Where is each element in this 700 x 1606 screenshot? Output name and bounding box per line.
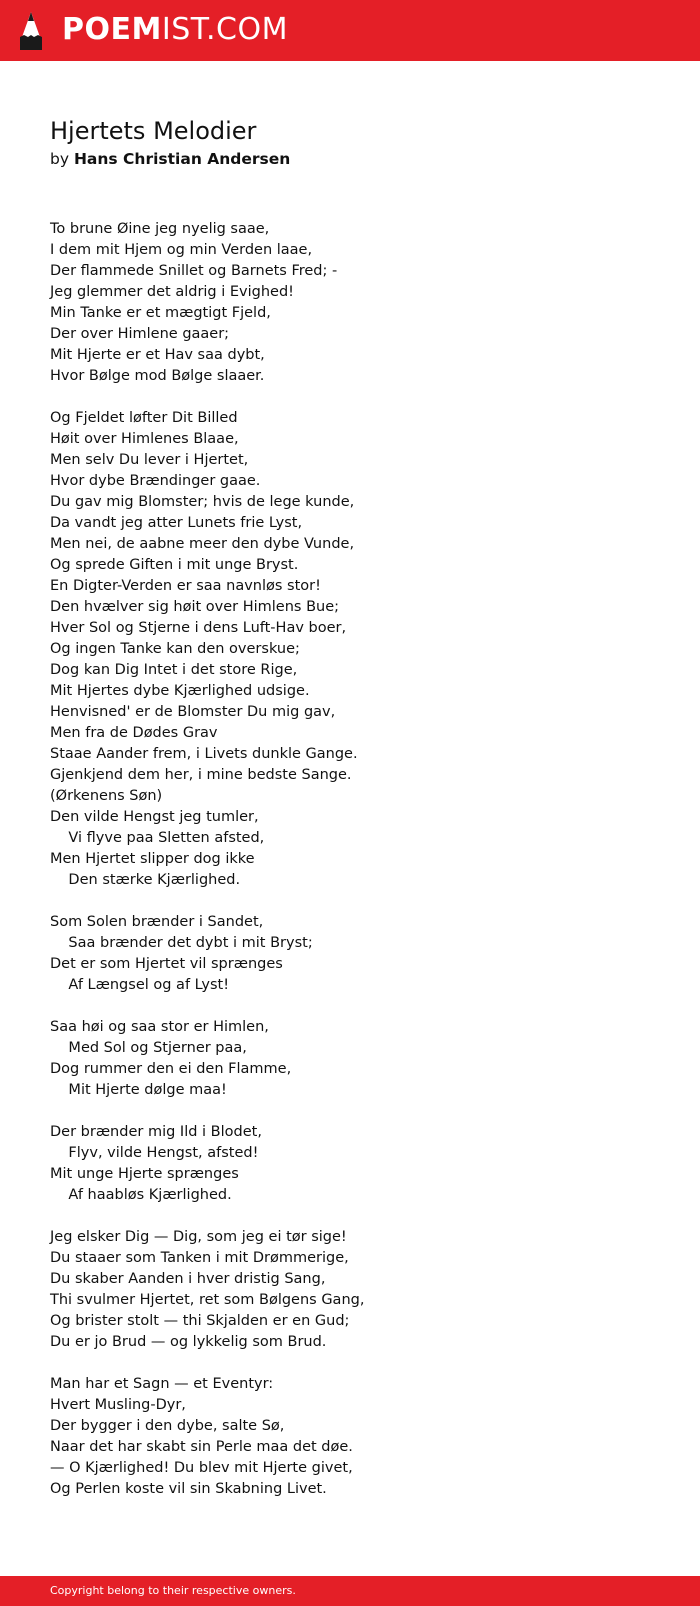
poem-line: Den vilde Hengst jeg tumler, — [50, 809, 259, 825]
poem-line: Høit over Himlenes Blaae, — [50, 431, 239, 447]
poem-line: Hver Sol og Stjerne i dens Luft-Hav boer, — [50, 620, 347, 636]
stanza — [50, 1374, 670, 1500]
site-header — [0, 0, 700, 61]
pencil-icon[interactable] — [18, 11, 44, 51]
poem-line: Der brænder mig Ild i Blodet, — [50, 1124, 262, 1140]
poem-line: Mit Hjerte dølge maa! — [50, 1082, 227, 1098]
poem-line: Jeg elsker Dig — Dig, som jeg ei tør sige! — [50, 1229, 347, 1245]
poem-line: Du skaber Aanden i hver dristig Sang, — [50, 1271, 326, 1287]
stanza — [50, 1122, 670, 1206]
stanza — [50, 912, 670, 996]
poem-line: Du staaer som Tanken i mit Drømmerige, — [50, 1250, 349, 1266]
author-name: Hans Christian Andersen — [73, 150, 291, 168]
poem-line: Den stærke Kjærlighed. — [50, 872, 241, 888]
poem-line: Der bygger i den dybe, salte Sø, — [50, 1418, 285, 1434]
site-logo[interactable] — [62, 12, 288, 48]
poem-line: Men selv Du lever i Hjertet, — [50, 452, 249, 468]
poem-line: Og Perlen koste vil sin Skabning Livet. — [50, 1481, 327, 1497]
poem-line: Hvor dybe Brændinger gaae. — [50, 473, 261, 489]
poem-line: Du er jo Brud — og lykkelig som Brud. — [50, 1334, 327, 1350]
poem-line: Hvert Musling-Dyr, — [50, 1397, 186, 1413]
by-label: by — [50, 150, 70, 168]
poem-line: Og Fjeldet løfter Dit Billed — [50, 410, 238, 426]
logo-light-text: IST.COM — [161, 12, 288, 47]
poem-line: Men fra de Dødes Grav — [50, 725, 218, 741]
poem-line: Flyv, vilde Hengst, afsted! — [50, 1145, 259, 1161]
poem-line: Thi svulmer Hjertet, ret som Bølgens Gang, — [50, 1292, 365, 1308]
poem-line: Jeg glemmer det aldrig i Evighed! — [50, 284, 294, 300]
poem-line: En Digter-Verden er saa navnløs stor! — [50, 578, 321, 594]
poem-line: (Ørkenens Søn) — [50, 788, 163, 804]
poem-line: Mit unge Hjerte sprænges — [50, 1166, 239, 1182]
poem-line: Vi flyve paa Sletten afsted, — [50, 830, 265, 846]
poem-line: Den hvælver sig høit over Himlens Bue; — [50, 599, 340, 615]
poem-line: Mit Hjerte er et Hav saa dybt, — [50, 347, 265, 363]
poem-body — [50, 219, 670, 1521]
copyright-text: Copyright belong to their respective owners. — [50, 1584, 296, 1597]
poem-line: Dog kan Dig Intet i det store Rige, — [50, 662, 298, 678]
poem-line: Af haabløs Kjærlighed. — [50, 1187, 232, 1203]
poem-line: Med Sol og Stjerner paa, — [50, 1040, 247, 1056]
stanza — [50, 219, 670, 387]
poem-line: Og sprede Giften i mit unge Bryst. — [50, 557, 299, 573]
poem-line: I dem mit Hjem og min Verden laae, — [50, 242, 313, 258]
poem-line: Og ingen Tanke kan den overskue; — [50, 641, 300, 657]
logo-bold-text: POEM — [62, 12, 162, 47]
poem-line: Staae Aander frem, i Livets dunkle Gange. — [50, 746, 358, 762]
poem-line: Dog rummer den ei den Flamme, — [50, 1061, 292, 1077]
poem-line: Da vandt jeg atter Lunets frie Lyst, — [50, 515, 303, 531]
stanza — [50, 408, 670, 891]
poem-line: Hvor Bølge mod Bølge slaaer. — [50, 368, 265, 384]
poem-line: Men Hjertet slipper dog ikke — [50, 851, 255, 867]
poem-line: Gjenkjend dem her, i mine bedste Sange. — [50, 767, 352, 783]
poem-line: Henvisned' er de Blomster Du mig gav, — [50, 704, 336, 720]
poem-line: Saa brænder det dybt i mit Bryst; — [50, 935, 313, 951]
poem-line: Min Tanke er et mægtigt Fjeld, — [50, 305, 271, 321]
stanza — [50, 1227, 670, 1353]
poem-line: Saa høi og saa stor er Himlen, — [50, 1019, 269, 1035]
poem-line: Man har et Sagn — et Eventyr: — [50, 1376, 274, 1392]
poem-line: Og brister stolt — thi Skjalden er en Gud; — [50, 1313, 350, 1329]
poem-line: Der over Himlene gaaer; — [50, 326, 230, 342]
poem-line: Naar det har skabt sin Perle maa det døe. — [50, 1439, 353, 1455]
poem-line: Af Længsel og af Lyst! — [50, 977, 230, 993]
poem-line: Men nei, de aabne meer den dybe Vunde, — [50, 536, 355, 552]
byline — [50, 149, 290, 169]
poem-line: Der flammede Snillet og Barnets Fred; - — [50, 263, 338, 279]
poem-line: Mit Hjertes dybe Kjærlighed udsige. — [50, 683, 310, 699]
poem-line: Du gav mig Blomster; hvis de lege kunde, — [50, 494, 355, 510]
poem-line: Det er som Hjertet vil sprænges — [50, 956, 283, 972]
poem-line: — O Kjærlighed! Du blev mit Hjerte givet, — [50, 1460, 353, 1476]
poem-line: To brune Øine jeg nyelig saae, — [50, 221, 270, 237]
stanza — [50, 1017, 670, 1101]
site-footer — [0, 1576, 700, 1606]
poem-title: Hjertets Melodier — [50, 117, 257, 145]
poem-line: Som Solen brænder i Sandet, — [50, 914, 264, 930]
